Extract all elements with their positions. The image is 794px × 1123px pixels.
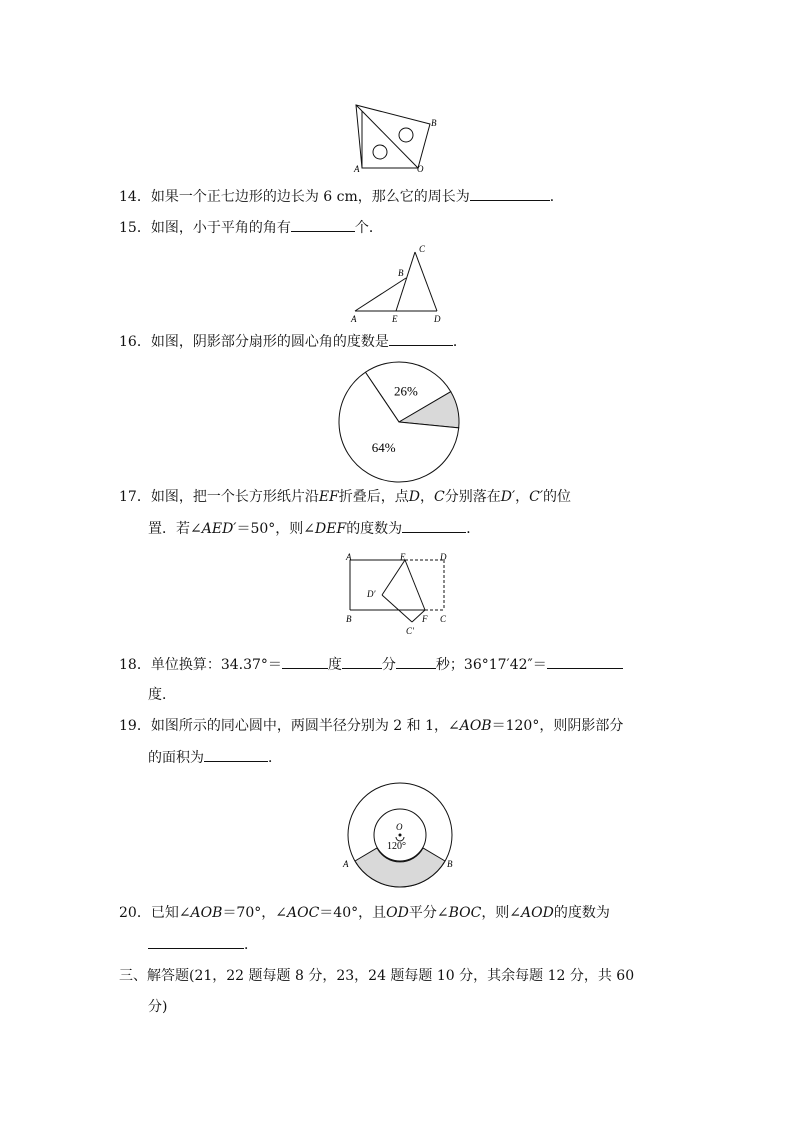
fig17-label-a: A — [346, 552, 352, 562]
fig19-angle-label: 120° — [387, 841, 406, 852]
fig17-label-e: E — [400, 552, 406, 562]
fig13-label-a: A — [354, 164, 360, 174]
question-17-line-2: 置．若∠AED′＝50°，则∠DEF的度数为 ． — [148, 518, 480, 539]
section-3-heading: 三、解答题(21，22 题每题 8 分，23，24 题每题 10 分，其余每题 12 分，共 60 — [119, 968, 635, 984]
q14-answer-blank[interactable] — [470, 186, 550, 201]
q17-answer-blank[interactable] — [402, 518, 466, 533]
q15-text: 15．如图，小于平角的角有 — [119, 220, 291, 236]
fig17-label-b: B — [346, 614, 352, 624]
question-20-line-2: ． — [148, 934, 258, 955]
q16-text: 16．如图，阴影部分扇形的圆心角的度数是 — [119, 334, 389, 350]
q20-answer-blank[interactable] — [148, 934, 244, 949]
figure-q13 — [350, 102, 450, 177]
fig15-label-a: A — [351, 314, 357, 324]
question-14: 14．如果一个正七边形的边长为 6 cm，那么它的周长为 ． — [119, 186, 564, 207]
q19-answer-blank[interactable] — [204, 747, 268, 762]
fig13-label-o: O — [417, 164, 424, 174]
fig17-label-f: F — [422, 614, 428, 624]
figure-q19 — [340, 783, 460, 893]
q18-decimal-blank[interactable] — [547, 654, 623, 669]
question-19-line-1: 19．如图所示的同心圆中，两圆半径分别为 2 和 1，∠AOB＝120°，则阴影部分 — [119, 718, 624, 734]
q15-answer-blank[interactable] — [291, 217, 355, 232]
question-19-line-2: 的面积为 ． — [148, 747, 282, 768]
fig15-label-e: E — [392, 314, 398, 324]
pie-label-0: 26% — [393, 383, 418, 399]
fig19-label-o: O — [396, 822, 403, 832]
fig15-label-c: C — [419, 244, 426, 254]
fig17-label-c-prime: C′ — [406, 626, 414, 636]
question-16: 16．如图，阴影部分扇形的圆心角的度数是 ． — [119, 331, 467, 352]
question-15: 15．如图，小于平角的角有 个． — [119, 217, 383, 238]
fig19-label-b: B — [447, 859, 453, 869]
section-3-heading-line-2: 分) — [148, 999, 168, 1015]
fig19-label-a: A — [343, 859, 349, 869]
fig17-label-d-prime: D′ — [367, 589, 376, 599]
q18-degree-blank[interactable] — [282, 654, 328, 669]
question-18-line-1: 18．单位换算：34.37°＝ 度 分 秒；36°17′42″＝ — [119, 654, 623, 675]
q14-text: 14．如果一个正七边形的边长为 6 cm，那么它的周长为 — [119, 189, 470, 205]
fig15-label-b: B — [398, 268, 404, 278]
figure-q15 — [345, 243, 455, 323]
q16-answer-blank[interactable] — [389, 331, 453, 346]
q18-minute-blank[interactable] — [342, 654, 382, 669]
fig17-label-c: C — [440, 614, 447, 624]
figure-q17 — [340, 550, 460, 640]
fig13-label-b: B — [431, 118, 437, 128]
fig15-label-d: D — [434, 314, 441, 324]
pie-chart-q16 — [337, 360, 461, 484]
question-20-line-1: 20．已知∠AOB＝70°，∠AOC＝40°，且OD平分∠BOC，则∠AOD的度数为 — [119, 905, 610, 921]
question-18-line-2: 度． — [148, 687, 176, 703]
question-17-line-1: 17．如图，把一个长方形纸片沿EF折叠后，点D，C分别落在D′，C′的位 — [119, 489, 572, 505]
pie-label-2: 64% — [371, 439, 396, 455]
q18-second-blank[interactable] — [396, 654, 436, 669]
fig17-label-d: D — [440, 552, 447, 562]
